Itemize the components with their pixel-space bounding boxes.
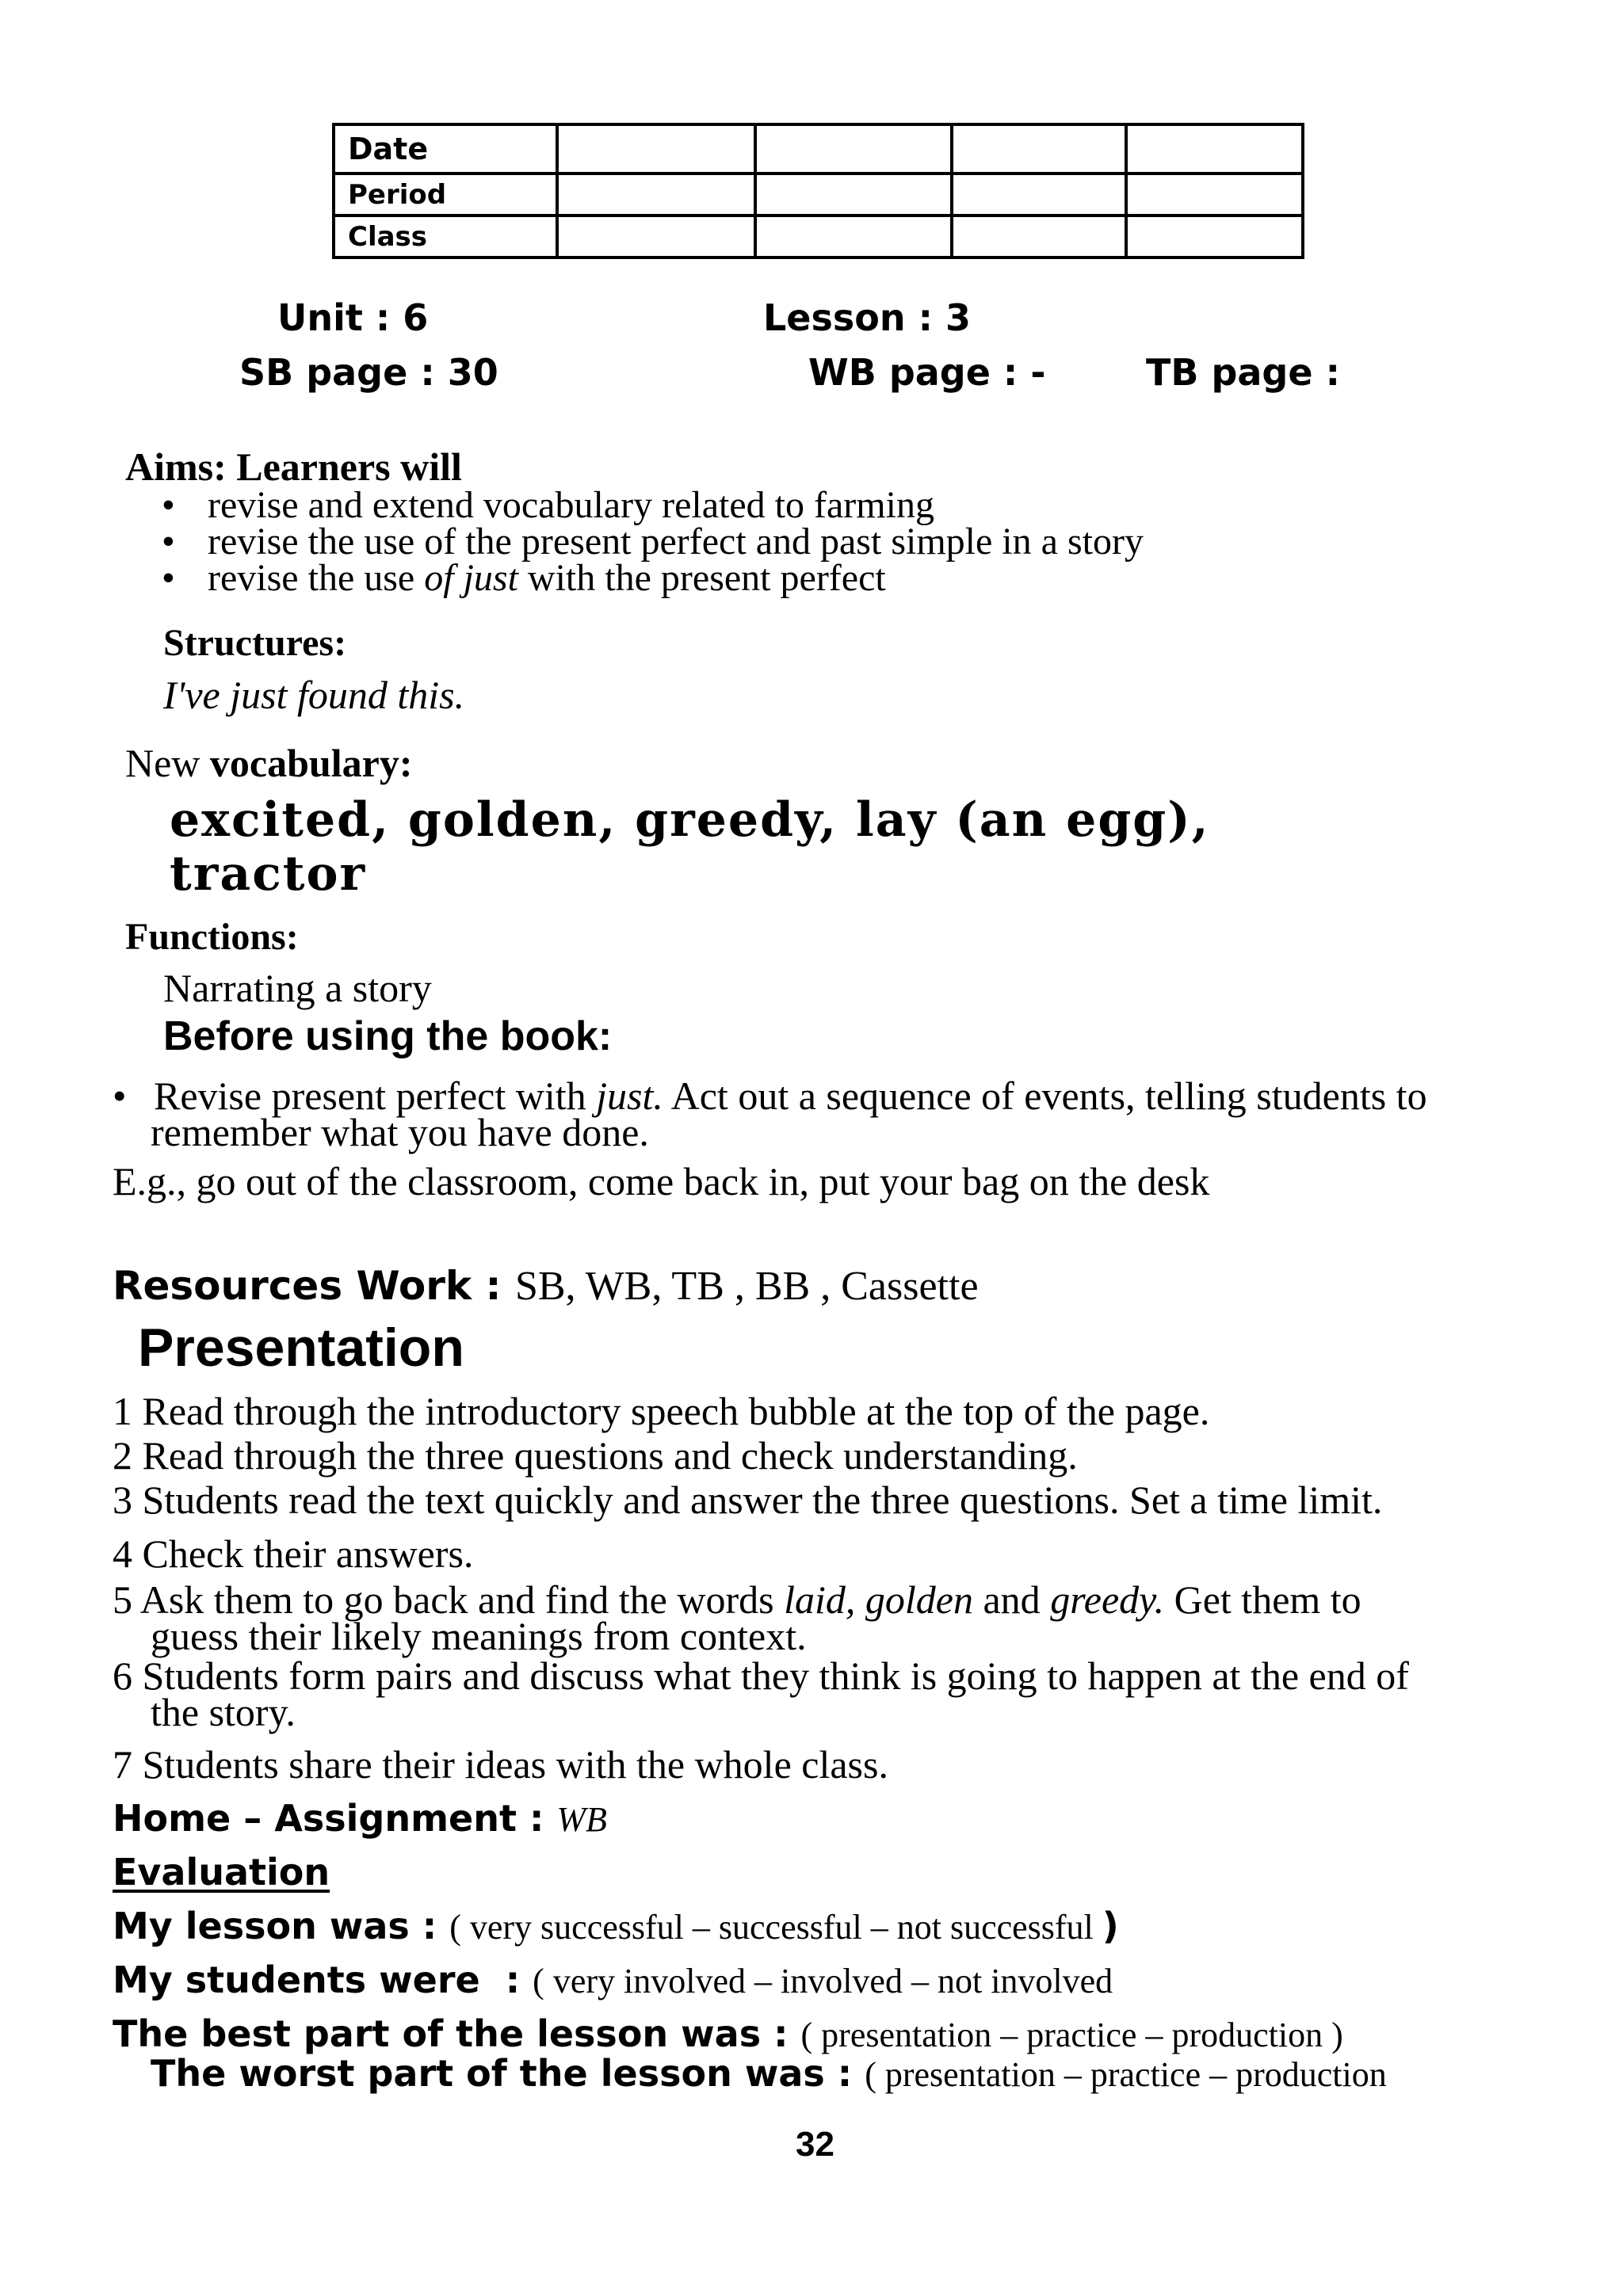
evaluation-worst xyxy=(151,2052,1387,2095)
vocabulary-words: excited, golden, greedy, lay (an egg), xyxy=(170,792,1210,848)
period-cell[interactable] xyxy=(1126,174,1303,215)
aims-bullet-text: with the present perfect xyxy=(517,557,886,599)
aims-bullet: • revise the use of the present perfect and past simple in a story xyxy=(208,520,1144,563)
step-italic: greedy. xyxy=(1050,1577,1165,1622)
aims-bullet-text: revise the use xyxy=(208,557,425,599)
date-cell[interactable] xyxy=(557,124,755,174)
evaluation-students-value: ( very involved – involved – not involved xyxy=(533,1962,1113,2000)
date-cell[interactable] xyxy=(952,124,1126,174)
before-book-heading: Before using the book: xyxy=(163,1013,613,1059)
before-book-italic: just. xyxy=(596,1074,663,1118)
period-label: Period xyxy=(334,174,557,215)
period-row xyxy=(334,174,1303,215)
period-cell[interactable] xyxy=(952,174,1126,215)
vocabulary-words: tractor xyxy=(170,846,367,902)
presentation-step: 6 Students form pairs and discuss what they think is going to happen at the end of xyxy=(113,1653,1409,1698)
evaluation-best xyxy=(113,2012,1343,2055)
evaluation-worst-value: ( presentation – practice – production xyxy=(865,2055,1387,2094)
vocabulary-label: vocabulary: xyxy=(209,741,413,785)
evaluation-best-label: The best part of the lesson was : xyxy=(113,2012,801,2055)
presentation-step-continuation: guess their likely meanings from context. xyxy=(151,1614,807,1658)
presentation-step: 3 Students read the text quickly and answer the three questions. Set a time limit. xyxy=(113,1478,1383,1522)
home-assignment xyxy=(113,1797,607,1840)
step-text: 5 Ask them to go back and find the words xyxy=(113,1577,785,1622)
vocabulary-heading xyxy=(125,740,412,786)
evaluation-best-value: ( presentation – practice – production ) xyxy=(800,2016,1343,2054)
tb-page: TB page : xyxy=(1146,351,1340,394)
functions-heading: Functions: xyxy=(125,916,299,958)
aims-heading: Aims: Learners will xyxy=(125,444,462,489)
before-book-text: remember what you have done. xyxy=(151,1110,649,1154)
resources-line xyxy=(113,1263,979,1310)
resources-value: SB, WB, TB , BB , Cassette xyxy=(514,1264,979,1309)
before-book-example: E.g., go out of the classroom, come back in, put your bag on the desk xyxy=(113,1159,1210,1203)
presentation-step: 2 Read through the three questions and check understanding. xyxy=(113,1433,1078,1478)
evaluation-students-label: My students were : xyxy=(113,1958,533,2001)
date-cell[interactable] xyxy=(1126,124,1303,174)
evaluation-lesson-close: ) xyxy=(1102,1905,1119,1947)
presentation-step: 1 Read through the introductory speech bubble at the top of the page. xyxy=(113,1389,1210,1433)
step-text: and xyxy=(972,1577,1051,1622)
vocabulary-prefix: New xyxy=(125,741,210,785)
unit-number: Unit : 6 xyxy=(277,296,429,339)
class-cell[interactable] xyxy=(1126,215,1303,257)
aims-bullet xyxy=(208,556,886,600)
evaluation-worst-label: The worst part of the lesson was : xyxy=(151,2052,865,2095)
before-book-text: Revise present perfect with xyxy=(154,1074,597,1118)
home-assignment-value: WB xyxy=(556,1800,607,1839)
step-italic: laid, golden xyxy=(784,1577,973,1622)
presentation-step: 7 Students share their ideas with the whole class. xyxy=(113,1742,888,1787)
evaluation-lesson-value: ( very successful – successful – not successful xyxy=(449,1908,1102,1947)
class-label: Class xyxy=(334,215,557,257)
period-cell[interactable] xyxy=(755,174,952,215)
wb-page: WB page : - xyxy=(808,351,1046,394)
step-text: Get them to xyxy=(1164,1577,1361,1622)
header-table xyxy=(332,123,1304,259)
structures-heading: Structures: xyxy=(163,622,347,664)
date-cell[interactable] xyxy=(755,124,952,174)
presentation-step-continuation: the story. xyxy=(151,1690,296,1734)
period-cell[interactable] xyxy=(557,174,755,215)
date-label: Date xyxy=(334,124,557,174)
date-row xyxy=(334,124,1303,174)
evaluation-heading: Evaluation xyxy=(113,1851,330,1894)
structures-example: I've just found this. xyxy=(163,673,465,717)
presentation-step: 4 Check their answers. xyxy=(113,1531,474,1576)
class-cell[interactable] xyxy=(755,215,952,257)
evaluation-lesson xyxy=(113,1905,1119,1947)
before-book-text: Act out a sequence of events, telling students to xyxy=(663,1074,1427,1118)
page-number: 32 xyxy=(796,2125,834,2164)
evaluation-students xyxy=(113,1958,1113,2001)
evaluation-lesson-label: My lesson was : xyxy=(113,1905,450,1947)
lesson-number: Lesson : 3 xyxy=(763,296,972,339)
bullet-dot: • xyxy=(113,1074,127,1118)
class-cell[interactable] xyxy=(952,215,1126,257)
sb-page: SB page : 30 xyxy=(239,351,498,394)
home-assignment-label: Home – Assignment : xyxy=(113,1797,557,1840)
presentation-heading: Presentation xyxy=(138,1318,464,1378)
class-row xyxy=(334,215,1303,257)
functions-text: Narrating a story xyxy=(163,966,432,1010)
aims-bullet: • revise and extend vocabulary related to farming xyxy=(208,483,934,527)
class-cell[interactable] xyxy=(557,215,755,257)
aims-bullet-italic: of just xyxy=(424,557,518,599)
resources-label: Resources Work : xyxy=(113,1263,515,1309)
